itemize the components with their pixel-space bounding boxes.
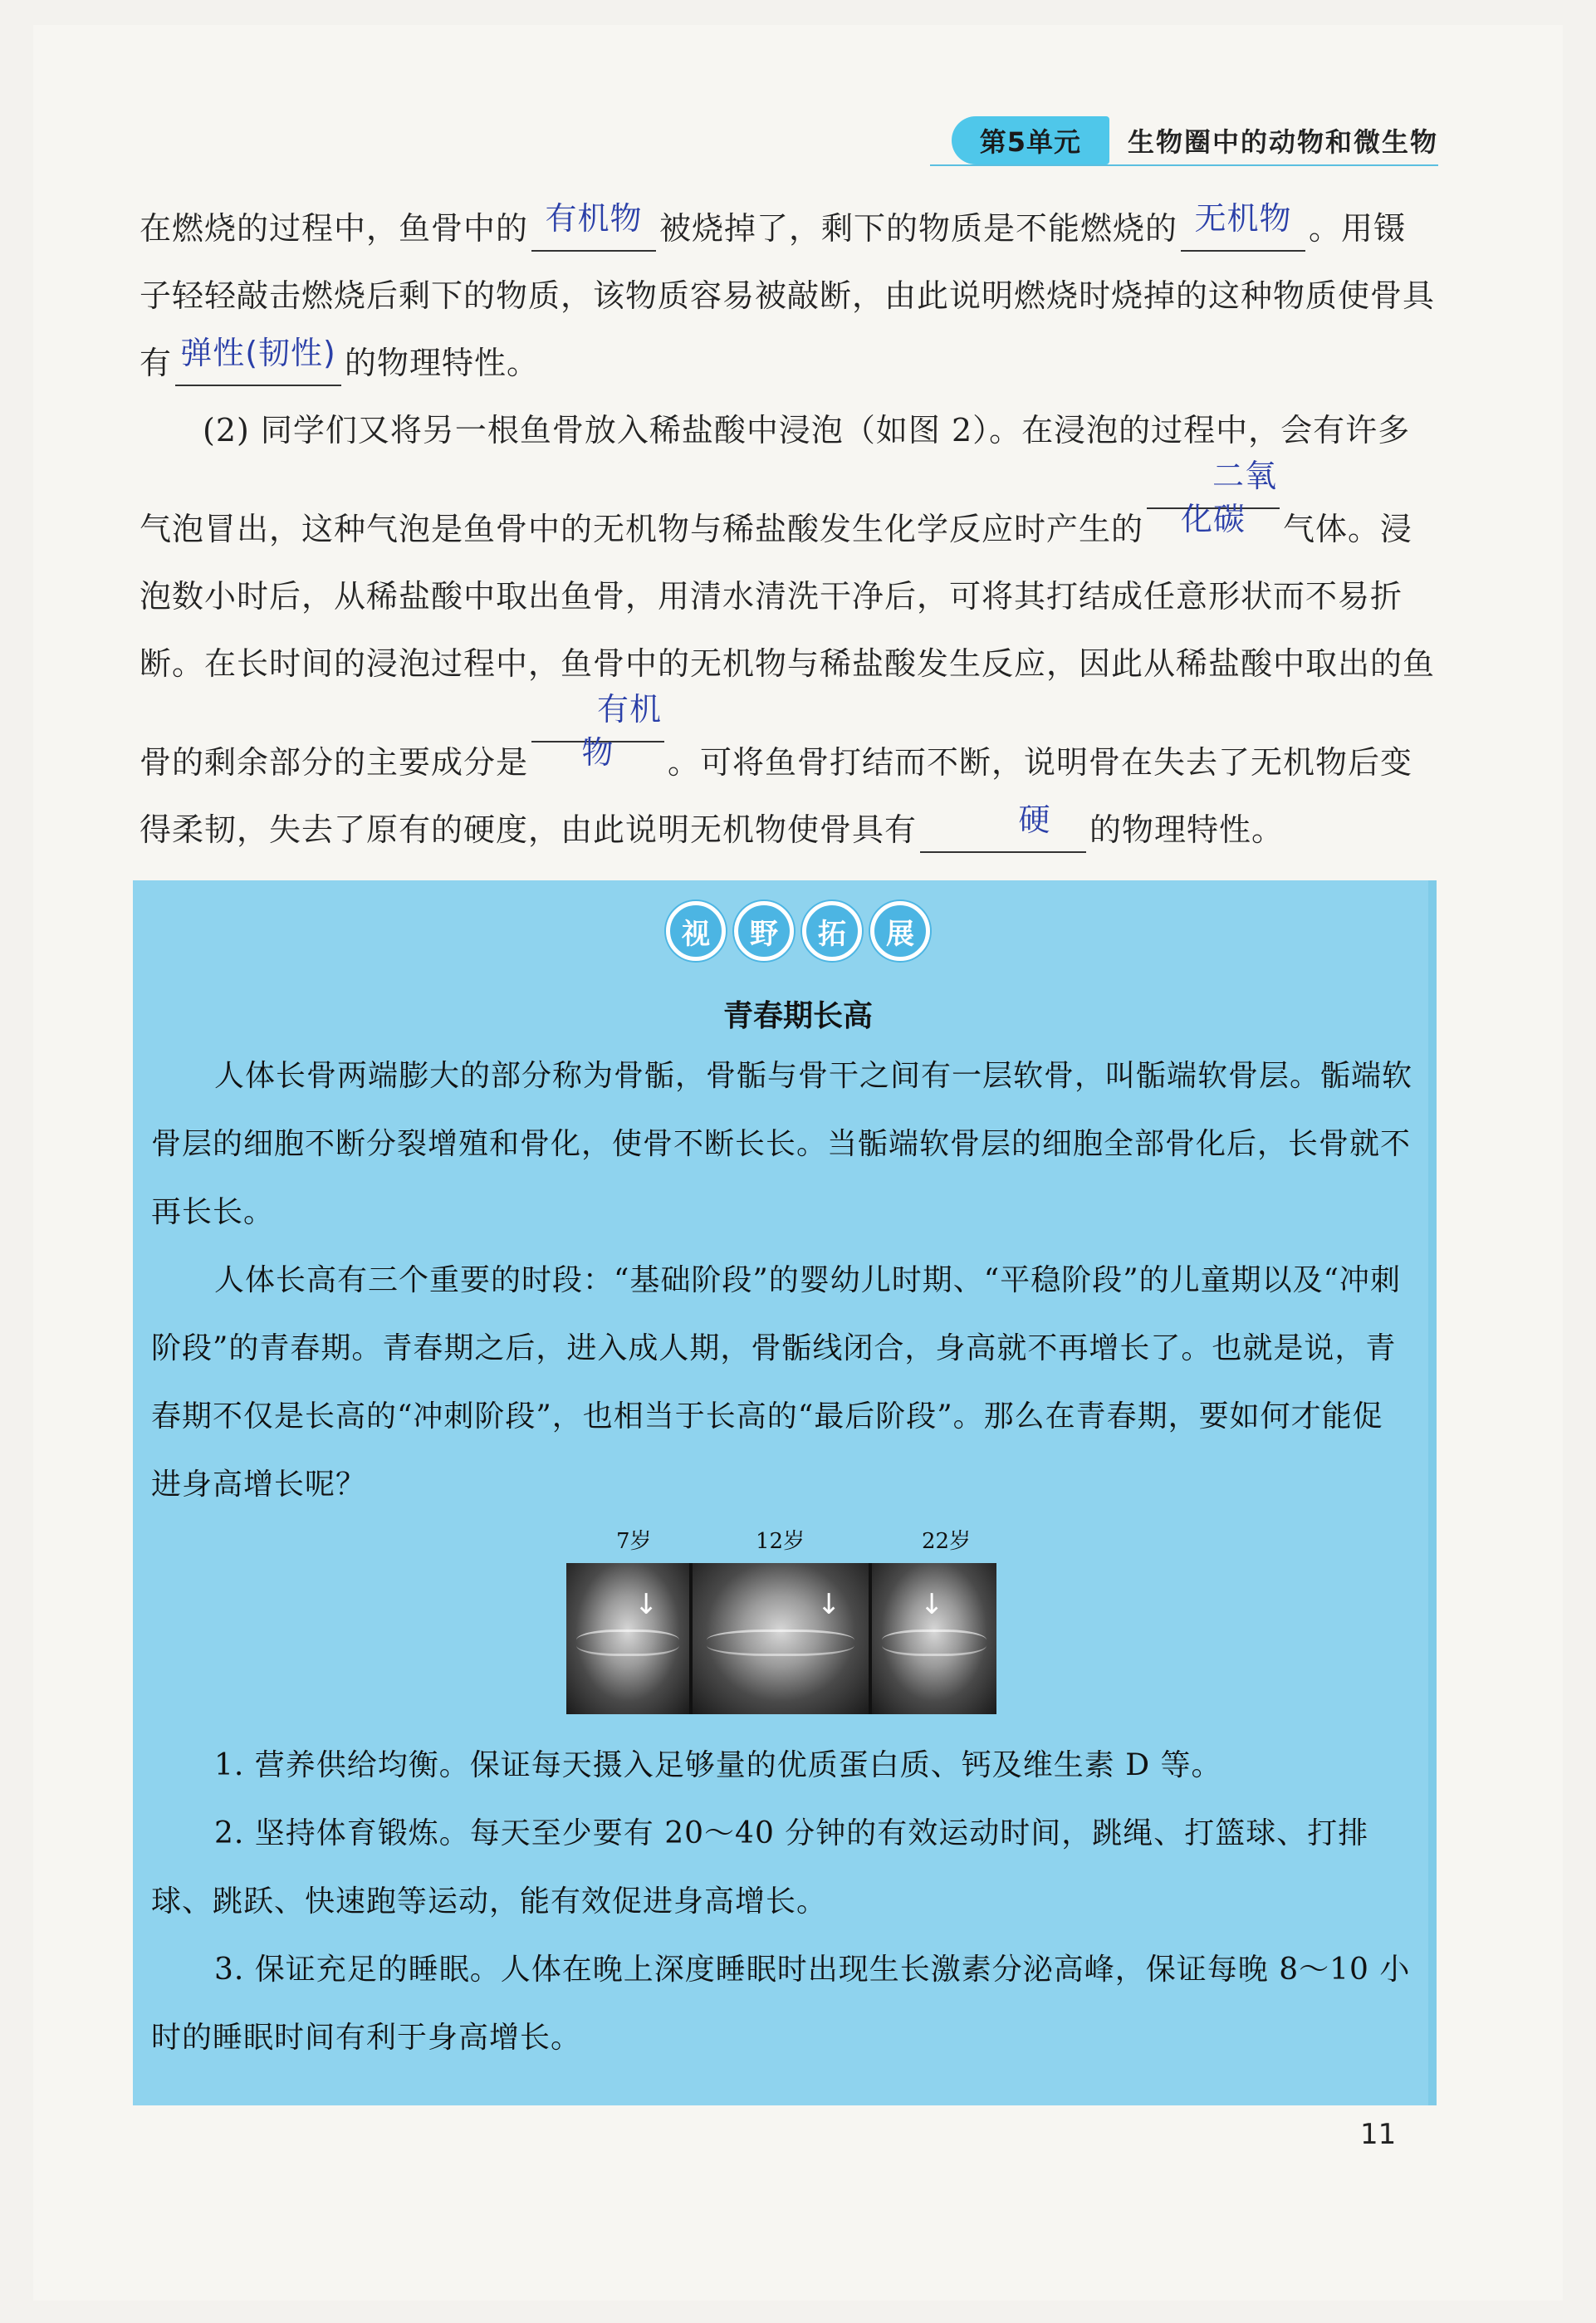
text-segment: 。用镊子轻轻敲击燃烧后剩下的物质，该物质容易被敲断，由此说明燃烧时烧掉的这种物质使骨具有: [140, 210, 1436, 381]
figure-label: 22岁: [922, 1529, 972, 1554]
text-segment: 气体。浸泡数小时后，从稀盐酸中取出鱼骨，用清水清洗干净后，可将其打结成任意形状而不易折断。在长时间的浸泡过程中，鱼骨中的无机物与稀盐酸发生反应，因此从稀盐酸中取出的鱼骨的剩余部分的主要成分是: [140, 511, 1436, 781]
growth-plate: [707, 1630, 854, 1655]
text-segment: 。可将鱼骨打结而不断，说明骨在失去了无机物后变得柔韧，失去了原有的硬度，由此说明无机物使骨具有: [140, 744, 1413, 848]
tag-char: 展: [870, 901, 930, 961]
growth-plate: [576, 1630, 679, 1655]
tip-item: 1. 营养供给均衡。保证每天摄入足够量的优质蛋白质、钙及维生素 D 等。: [214, 1748, 1222, 1782]
handwritten-answer: 有机物: [581, 691, 663, 771]
answer-blank: [531, 691, 664, 771]
unit-header: [952, 116, 1438, 164]
tips-list: [151, 1732, 1413, 2072]
page-number: 11: [1360, 2118, 1397, 2151]
box-paragraph: 人体长骨两端膨大的部分称为骨骺，骨骺与骨干之间有一层软骨，叫骺端软骨层。骺端软骨层的细胞不断分裂增殖和骨化，使骨不断长长。当骺端软骨层的细胞全部骨化后，长骨就不再长长。: [151, 1059, 1413, 1229]
box-title: 青春期长高: [722, 999, 873, 1033]
answer-blank: [175, 335, 341, 386]
arrow-icon: ↓: [817, 1588, 841, 1621]
tag-char: 野: [734, 901, 794, 961]
arrow-icon: ↓: [634, 1588, 658, 1621]
header-divider: [930, 164, 1438, 166]
figure-labels: [566, 1524, 998, 1557]
box-body: [151, 1042, 1413, 1519]
handwritten-answer: 硬: [1018, 801, 1051, 838]
answer-blank: [1181, 200, 1305, 252]
xray-image-7: [566, 1563, 689, 1714]
text-segment: 的物理特性。: [345, 345, 540, 381]
handwritten-answer: 有机物: [545, 200, 643, 237]
handwritten-answer: 无机物: [1194, 200, 1292, 237]
paragraph-1: [140, 195, 1435, 397]
growth-plate: [882, 1630, 986, 1655]
text-segment: 在燃烧的过程中，鱼骨中的: [140, 210, 529, 247]
unit-badge: 第5单元: [952, 116, 1109, 164]
vision-tag: [0, 901, 1596, 961]
xray-image-12: [693, 1563, 869, 1714]
text-segment: 的物理特性。: [1089, 811, 1285, 848]
text-segment: (2) 同学们又将另一根鱼骨放入稀盐酸中浸泡（如图 2）。在浸泡的过程中，会有许多气泡冒出，这种气泡是鱼骨中的无机物与稀盐酸发生化学反应时产生的: [140, 412, 1411, 547]
handwritten-answer: 弹性(韧性): [180, 335, 336, 371]
main-text: [140, 195, 1435, 864]
figure-label: 12岁: [756, 1529, 805, 1554]
handwritten-answer: 二氧化碳: [1181, 458, 1278, 537]
box-paragraph: 人体长高有三个重要的时段：“基础阶段”的婴幼儿时期、“平稳阶段”的儿童期以及“冲刺阶段”的青春期。青春期之后，进入成人期，骨骺线闭合，身高就不再增长了。也就是说，青春期不仅是长高的“冲刺阶段”，也相当于长高的“最后阶段”。那么在青春期，要如何才能促进身高增长呢？: [151, 1263, 1402, 1502]
tag-char: 拓: [802, 901, 862, 961]
answer-blank: [1147, 458, 1280, 537]
xray-image-22: [872, 1563, 996, 1714]
xray-figure: [566, 1563, 996, 1714]
tip-item: 2. 坚持体育锻炼。每天至少要有 20～40 分钟的有效运动时间，跳绳、打篮球、打排球、跳跃、快速跑等运动，能有效促进身高增长。: [151, 1816, 1369, 1919]
text-segment: 被烧掉了，剩下的物质是不能燃烧的: [659, 210, 1178, 247]
answer-blank: [920, 801, 1086, 853]
figure-label: 7岁: [616, 1529, 652, 1554]
answer-blank: [531, 200, 656, 252]
tag-char: 视: [666, 901, 726, 961]
arrow-icon: ↓: [920, 1588, 944, 1621]
unit-title: 生物圈中的动物和微生物: [1127, 126, 1438, 158]
tip-item: 3. 保证充足的睡眠。人体在晚上深度睡眠时出现生长激素分泌高峰，保证每晚 8～10 小时的睡眠时间有利于身高增长。: [151, 1953, 1411, 2055]
paragraph-2: [140, 397, 1435, 864]
